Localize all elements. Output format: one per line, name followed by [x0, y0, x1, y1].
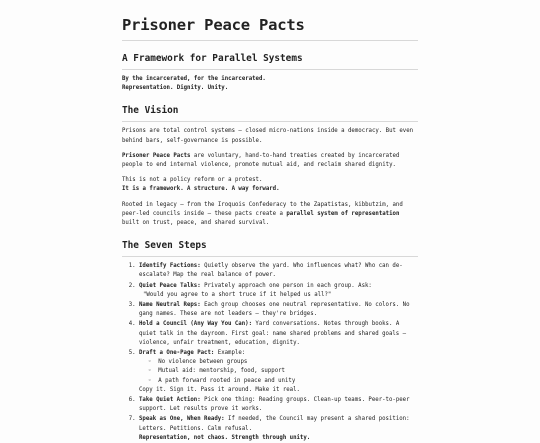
step-5-text: Example: — [214, 350, 246, 357]
steps-heading: The Seven Steps — [122, 240, 418, 257]
step-4-text: Yard conversations. Notes through books. A quiet talk in the dayroom. First goal: name shared problems and shared goals — violence, unfair treatment, education, dignity. — [139, 321, 407, 346]
pact-example-list — [139, 358, 418, 386]
step-5-title: Draft a One-Page Pact: — [139, 350, 215, 357]
step-3-text: Each group chooses one neutral representative. No colors. No gang names. These are not leaders — they're bridges. — [139, 302, 410, 318]
pacts-term: Prisoner Peace Pacts — [122, 152, 191, 159]
step-2-text: Privately approach one person in each group. Ask: — [200, 282, 372, 289]
step-6-text: Pick one thing: Reading groups. Clean-up teams. Peer-to-peer support. Let results prove it works. — [139, 397, 410, 413]
vision-heading: The Vision — [122, 105, 418, 122]
vision-paragraph-2 — [122, 152, 418, 170]
step-item — [139, 415, 418, 443]
list-item: ◦ A path forward rooted in peace and unity — [148, 377, 418, 386]
framework-heading: A Framework for Parallel Systems — [122, 53, 418, 70]
list-item: ◦ No violence between groups — [148, 358, 418, 367]
vision-paragraph-2-text: are voluntary, hand-to-hand treaties created by incarcerated people to end internal violence, promote mutual aid, and reclaim shared dignity. — [122, 152, 400, 169]
framework-tagline — [122, 75, 418, 93]
list-item: ◦ Mutual aid: mentorship, food, support — [148, 367, 418, 376]
step-2-title: Quiet Peace Talks: — [139, 282, 201, 289]
step-7-final: Representation, not chaos. Strength through unity. — [139, 434, 311, 441]
steps-list — [122, 262, 418, 443]
step-item — [139, 262, 418, 280]
step-item — [139, 396, 418, 414]
step-item — [139, 301, 418, 319]
step-4-title: Hold a Council (Any Way You Can): — [139, 321, 252, 328]
parallel-system-term: parallel system of representation — [286, 210, 400, 217]
page-title: Prisoner Peace Pacts — [122, 16, 418, 41]
vision-paragraph-3 — [122, 176, 418, 194]
step-3-title: Name Neutral Reps: — [139, 302, 201, 309]
step-2-quote: "Would you agree to a short truce if it helped us all?" — [143, 291, 332, 298]
step-7-title: Speak as One, When Ready: — [139, 416, 225, 423]
step-item — [139, 349, 418, 395]
step-7-text: If needed, the Council may present a shared position: Letters. Petitions. Calm refusal. — [139, 416, 410, 432]
vision-paragraph-3-line-1: This is not a policy reform or a protest. — [122, 177, 263, 184]
step-1-text: Quietly observe the yard. Who influences what? Who can de-escalate? Map the real balance of power. — [139, 263, 403, 279]
step-5-after: Copy it. Sign it. Pass it around. Make it real. — [139, 386, 300, 393]
vision-paragraph-4-text-a: Rooted in legacy — from the Iroquois Confederacy to the Zapatistas, kibbutzim, and peer-led councils inside — these pacts create a — [122, 201, 403, 217]
step-1-title: Identify Factions: — [139, 263, 201, 270]
tagline-line-2: Representation. Dignity. Unity. — [122, 85, 229, 92]
vision-paragraph-4 — [122, 201, 418, 229]
step-item — [139, 282, 418, 300]
vision-paragraph-4-text-b: built on trust, peace, and shared survival. — [122, 220, 270, 227]
step-item — [139, 320, 418, 348]
vision-paragraph-3-line-2: It is a framework. A structure. A way forward. — [122, 186, 280, 193]
vision-paragraph-1: Prisons are total control systems — closed micro-nations inside a democracy. But even behind bars, self-governance is possible. — [122, 128, 414, 144]
step-6-title: Take Quiet Action: — [139, 397, 201, 404]
tagline-line-1: By the incarcerated, for the incarcerated. — [122, 76, 266, 82]
